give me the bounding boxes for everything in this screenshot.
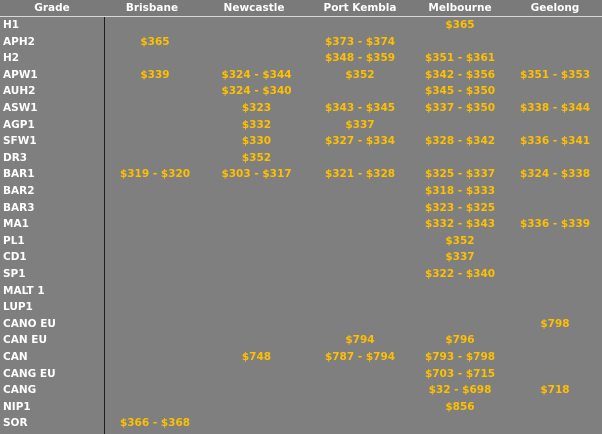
price-cell-melbourne: $325 - $337 (424, 168, 496, 181)
grade-cell: CAN EU (3, 334, 47, 347)
table-row (0, 67, 602, 84)
price-cell-melbourne: $318 - $333 (424, 185, 496, 197)
grade-cell: MA1 (3, 218, 29, 231)
grade-cell: SOR (3, 417, 28, 430)
table-row (0, 399, 602, 416)
table-header (0, 0, 602, 17)
grade-cell: NIP1 (3, 400, 31, 413)
price-cell-melbourne: $365 (445, 19, 475, 31)
price-cell-geelong: $351 - $353 (519, 68, 591, 81)
table-row (0, 133, 602, 150)
price-cell-geelong: $324 - $338 (519, 168, 591, 181)
table-row (0, 299, 602, 316)
grade-cell: CANG (3, 384, 37, 397)
price-cell-newcastle: $352 (241, 151, 272, 164)
table-row (0, 249, 602, 266)
price-cell-newcastle: $748 (241, 351, 272, 363)
grade-cell: AGP1 (3, 118, 35, 131)
price-cell-newcastle: $330 (241, 135, 272, 148)
column-header-melbourne: Melbourne (428, 2, 492, 14)
grade-cell: ASW1 (3, 102, 38, 114)
table-row (0, 316, 602, 333)
grade-cell: MALT 1 (3, 284, 45, 297)
price-cell-melbourne: $332 - $343 (424, 218, 496, 231)
table-row (0, 100, 602, 117)
table-row (0, 150, 602, 167)
price-cell-geelong: $336 - $339 (519, 218, 591, 231)
price-cell-port-kembla: $352 (345, 68, 375, 81)
price-cell-geelong: $718 (540, 384, 570, 397)
table-row (0, 83, 602, 100)
table-row (0, 183, 602, 200)
price-cell-melbourne: $342 - $356 (424, 68, 496, 81)
price-cell-melbourne: $345 - $350 (424, 85, 496, 98)
grade-cell: DR3 (3, 151, 28, 164)
table-row (0, 349, 602, 366)
column-header-grade: Grade (34, 2, 70, 14)
price-cell-port-kembla: $321 - $328 (324, 168, 396, 181)
price-cell-brisbane: $366 - $368 (119, 417, 191, 430)
grade-cell: PL1 (3, 234, 25, 247)
column-header-newcastle: Newcastle (223, 2, 285, 14)
price-cell-melbourne: $323 - $325 (424, 201, 496, 214)
price-cell-port-kembla: $373 - $374 (324, 35, 396, 48)
grade-cell: AUH2 (3, 85, 36, 98)
table-row (0, 366, 602, 383)
price-cell-port-kembla: $337 (345, 118, 375, 131)
grade-cell: CD1 (3, 251, 27, 264)
grade-cell: APW1 (3, 68, 38, 81)
table-row (0, 382, 602, 399)
table-row (0, 117, 602, 134)
price-cell-melbourne: $352 (445, 234, 475, 247)
grade-cell: H1 (3, 19, 20, 31)
price-cell-melbourne: $322 - $340 (424, 268, 496, 280)
column-header-brisbane: Brisbane (125, 2, 179, 14)
price-cell-melbourne: $856 (445, 400, 475, 413)
price-cell-brisbane: $365 (140, 35, 170, 48)
grade-cell: BAR2 (3, 185, 35, 197)
grade-cell: SFW1 (3, 135, 37, 148)
price-cell-melbourne: $337 - $350 (424, 102, 496, 114)
price-cell-geelong: $336 - $341 (519, 135, 591, 148)
grade-cell: H2 (3, 52, 20, 65)
price-cell-geelong: $798 (540, 317, 570, 330)
price-cell-melbourne: $351 - $361 (424, 52, 496, 65)
table-row (0, 166, 602, 183)
price-cell-port-kembla: $787 - $794 (324, 351, 396, 363)
grade-cell: BAR1 (3, 168, 35, 181)
price-cell-melbourne: $337 (445, 251, 475, 264)
grade-cell: APH2 (3, 35, 35, 48)
table-row (0, 233, 602, 250)
table-row (0, 332, 602, 349)
price-cell-melbourne: $793 - $798 (424, 351, 496, 363)
table-row (0, 266, 602, 283)
column-header-port-kembla: Port Kembla (323, 2, 397, 14)
price-cell-brisbane: $339 (140, 68, 170, 81)
price-cell-port-kembla: $348 - $359 (324, 52, 396, 65)
grade-cell: CANG EU (3, 367, 56, 380)
grade-cell: CAN (3, 351, 28, 363)
price-cell-geelong: $338 - $344 (519, 102, 591, 114)
price-cell-newcastle: $332 (241, 118, 272, 131)
table-row (0, 200, 602, 217)
grade-cell: BAR3 (3, 201, 35, 214)
table-row (0, 34, 602, 51)
grade-cell: CANO EU (3, 317, 56, 330)
grade-cell: SP1 (3, 268, 26, 280)
price-cell-newcastle: $324 - $344 (221, 68, 292, 81)
column-header-geelong: Geelong (530, 2, 580, 14)
table-row (0, 216, 602, 233)
grade-cell: LUP1 (3, 301, 33, 314)
price-cell-port-kembla: $343 - $345 (324, 102, 396, 114)
price-cell-newcastle: $324 - $340 (221, 85, 292, 98)
price-cell-port-kembla: $327 - $334 (324, 135, 396, 148)
price-cell-port-kembla: $794 (345, 334, 375, 347)
table-row (0, 283, 602, 300)
price-cell-melbourne: $32 - $698 (428, 384, 492, 397)
price-cell-brisbane: $319 - $320 (119, 168, 191, 181)
price-cell-newcastle: $323 (241, 102, 272, 114)
price-cell-melbourne: $328 - $342 (424, 135, 496, 148)
price-cell-newcastle: $303 - $317 (221, 168, 292, 181)
price-cell-melbourne: $796 (445, 334, 475, 347)
table-row (0, 50, 602, 67)
price-cell-melbourne: $703 - $715 (424, 367, 496, 380)
table-row (0, 415, 602, 432)
table-row (0, 17, 602, 34)
